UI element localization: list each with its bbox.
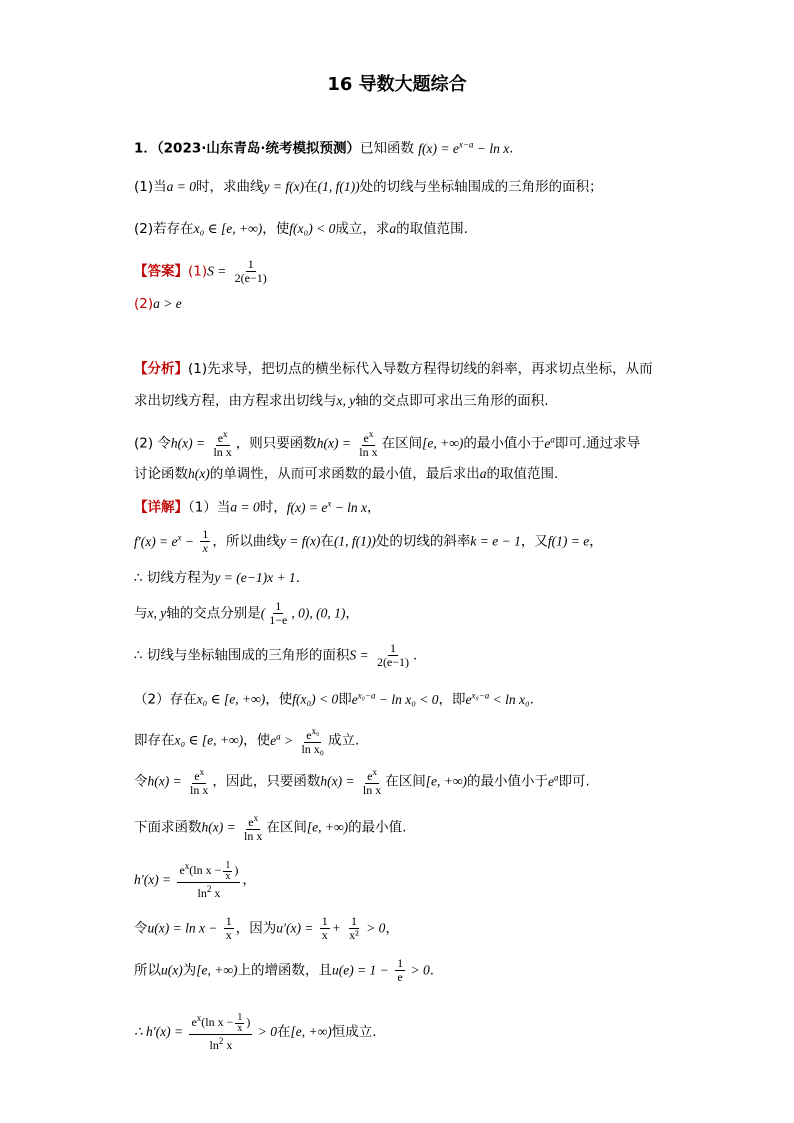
analysis-line-2: 求出切线方程，由方程求出切线与x, y轴的交点即可求出三角形的面积. [134,393,549,409]
stem-text: 已知函数 [360,140,414,157]
analysis-tag: 【分析】 [134,361,188,377]
detail-line-13: ∴ h′(x) = $e^x(\ln$ x − $\frac{1}{x}$ ) $\ln^2 x$ > 0在[e, +∞)恒成立. [134,1011,377,1052]
detail-tag: 【详解】 [134,499,188,516]
question-part-1: (1)当a = 0时，求曲线y = f(x)在(1, f(1))处的切线与坐标轴围成的三角形的面积； [134,179,603,195]
answer-tag: 【答案】 [134,263,188,280]
function-def: $f(x) = e^{x-a} - \ln x$ [418,139,510,156]
detail-line-11: 令u(x) = ln x − $\frac{1}{x}$ ，因为u′(x) = $\frac{1}{x}$ + $\frac{1}{\text{x²}}$ > 0， [134,914,399,942]
answer-2: (2)a > e [134,296,182,312]
detail-line-9: 下面求函数h(x) = $\frac{e^x}{\text{ln x}}$ 在区间[e, +∞)的最小值. [134,813,407,843]
analysis-line-1: 【分析】(1)先求导，把切点的横坐标代入导数方程得切线的斜率，再求切点坐标，从而 [134,361,653,377]
analysis-line-4: 讨论函数h(x)的单调性，从而可求函数的最小值，最后求出a的取值范围. [134,466,559,482]
detail-line-8: 令h(x) = $\frac{e^x}{\text{ln x}}$ ，因此，只要函数h(x) = $\frac{e^x}{\text{ln x}}$ 在区间[e, +∞)的最小值小于$e^a$即可. [134,767,590,797]
page-title: 16 导数大题综合 [327,74,467,95]
detail-line-7: 即存在x₀ ∈ [e, +∞)，使$e^a$ > $\frac{e^{x_0}}{\text{ln x₀}}$ 成立. [134,726,360,756]
answer-fraction: $\frac{1}{2(e-1)}$ [234,257,267,285]
detail-line-4: 与x, y轴的交点分别是( $\frac{1}{1-e}$ , 0), (0, 1)， [134,599,359,627]
detail-line-1: 【详解】（1）当a = 0时，$f(x) = e^x - \ln x$， [134,498,381,516]
detail-line-12: 所以u(x)为[e, +∞)上的增函数，且u(e) = 1 − $\frac{1}{e}$ > 0. [134,956,435,984]
detail-line-3: ∴ 切线方程为y = (e−1)x + 1. [134,570,300,586]
question-part-2: (2)若存在x₀ ∈ [e, +∞)，使f(x₀) < 0成立，求a的取值范围. [134,221,468,237]
question-stem: 1．（2023·山东青岛·统考模拟预测）已知函数 $f(x) = e^{x-a} - \ln x$. [134,139,514,157]
detail-line-2: $f'(x) = e^x$ − $\frac{1}{x}$ ，所以曲线y = f(x)在(1, f(1))处的切线的斜率k = e − 1，又f(1) = e， [134,527,603,555]
detail-line-5: ∴ 切线与坐标轴围成的三角形的面积S = $\frac{1}{2(e-1)}$ . [134,641,418,669]
analysis-line-3: (2) 令h(x) = $\frac{e^x}{\text{ln x}}$ ，则只要函数h(x) = $\frac{e^x}{\text{ln x}}$ 在区间[e, +∞)的最小值小于$e^a$即可.通过求导 [134,429,641,459]
question-number: 1． [134,140,157,157]
detail-line-10: h′(x) = $e^x(\ln$ x − $\frac{1}{x}$ ) $\ln^2 x$ ， [134,859,256,900]
detail-line-6: （2）存在x₀ ∈ [e, +∞)，使f(x₀) < 0即$e^{x_0-a} - \ln x_0 < 0$，即$e^{x_0-a} < \ln x_0$. [134,690,534,708]
answer-1: 【答案】(1)S = $\frac{1}{2(e-1)}$ [134,257,267,285]
question-source: （2023·山东青岛·统考模拟预测） [156,140,360,157]
